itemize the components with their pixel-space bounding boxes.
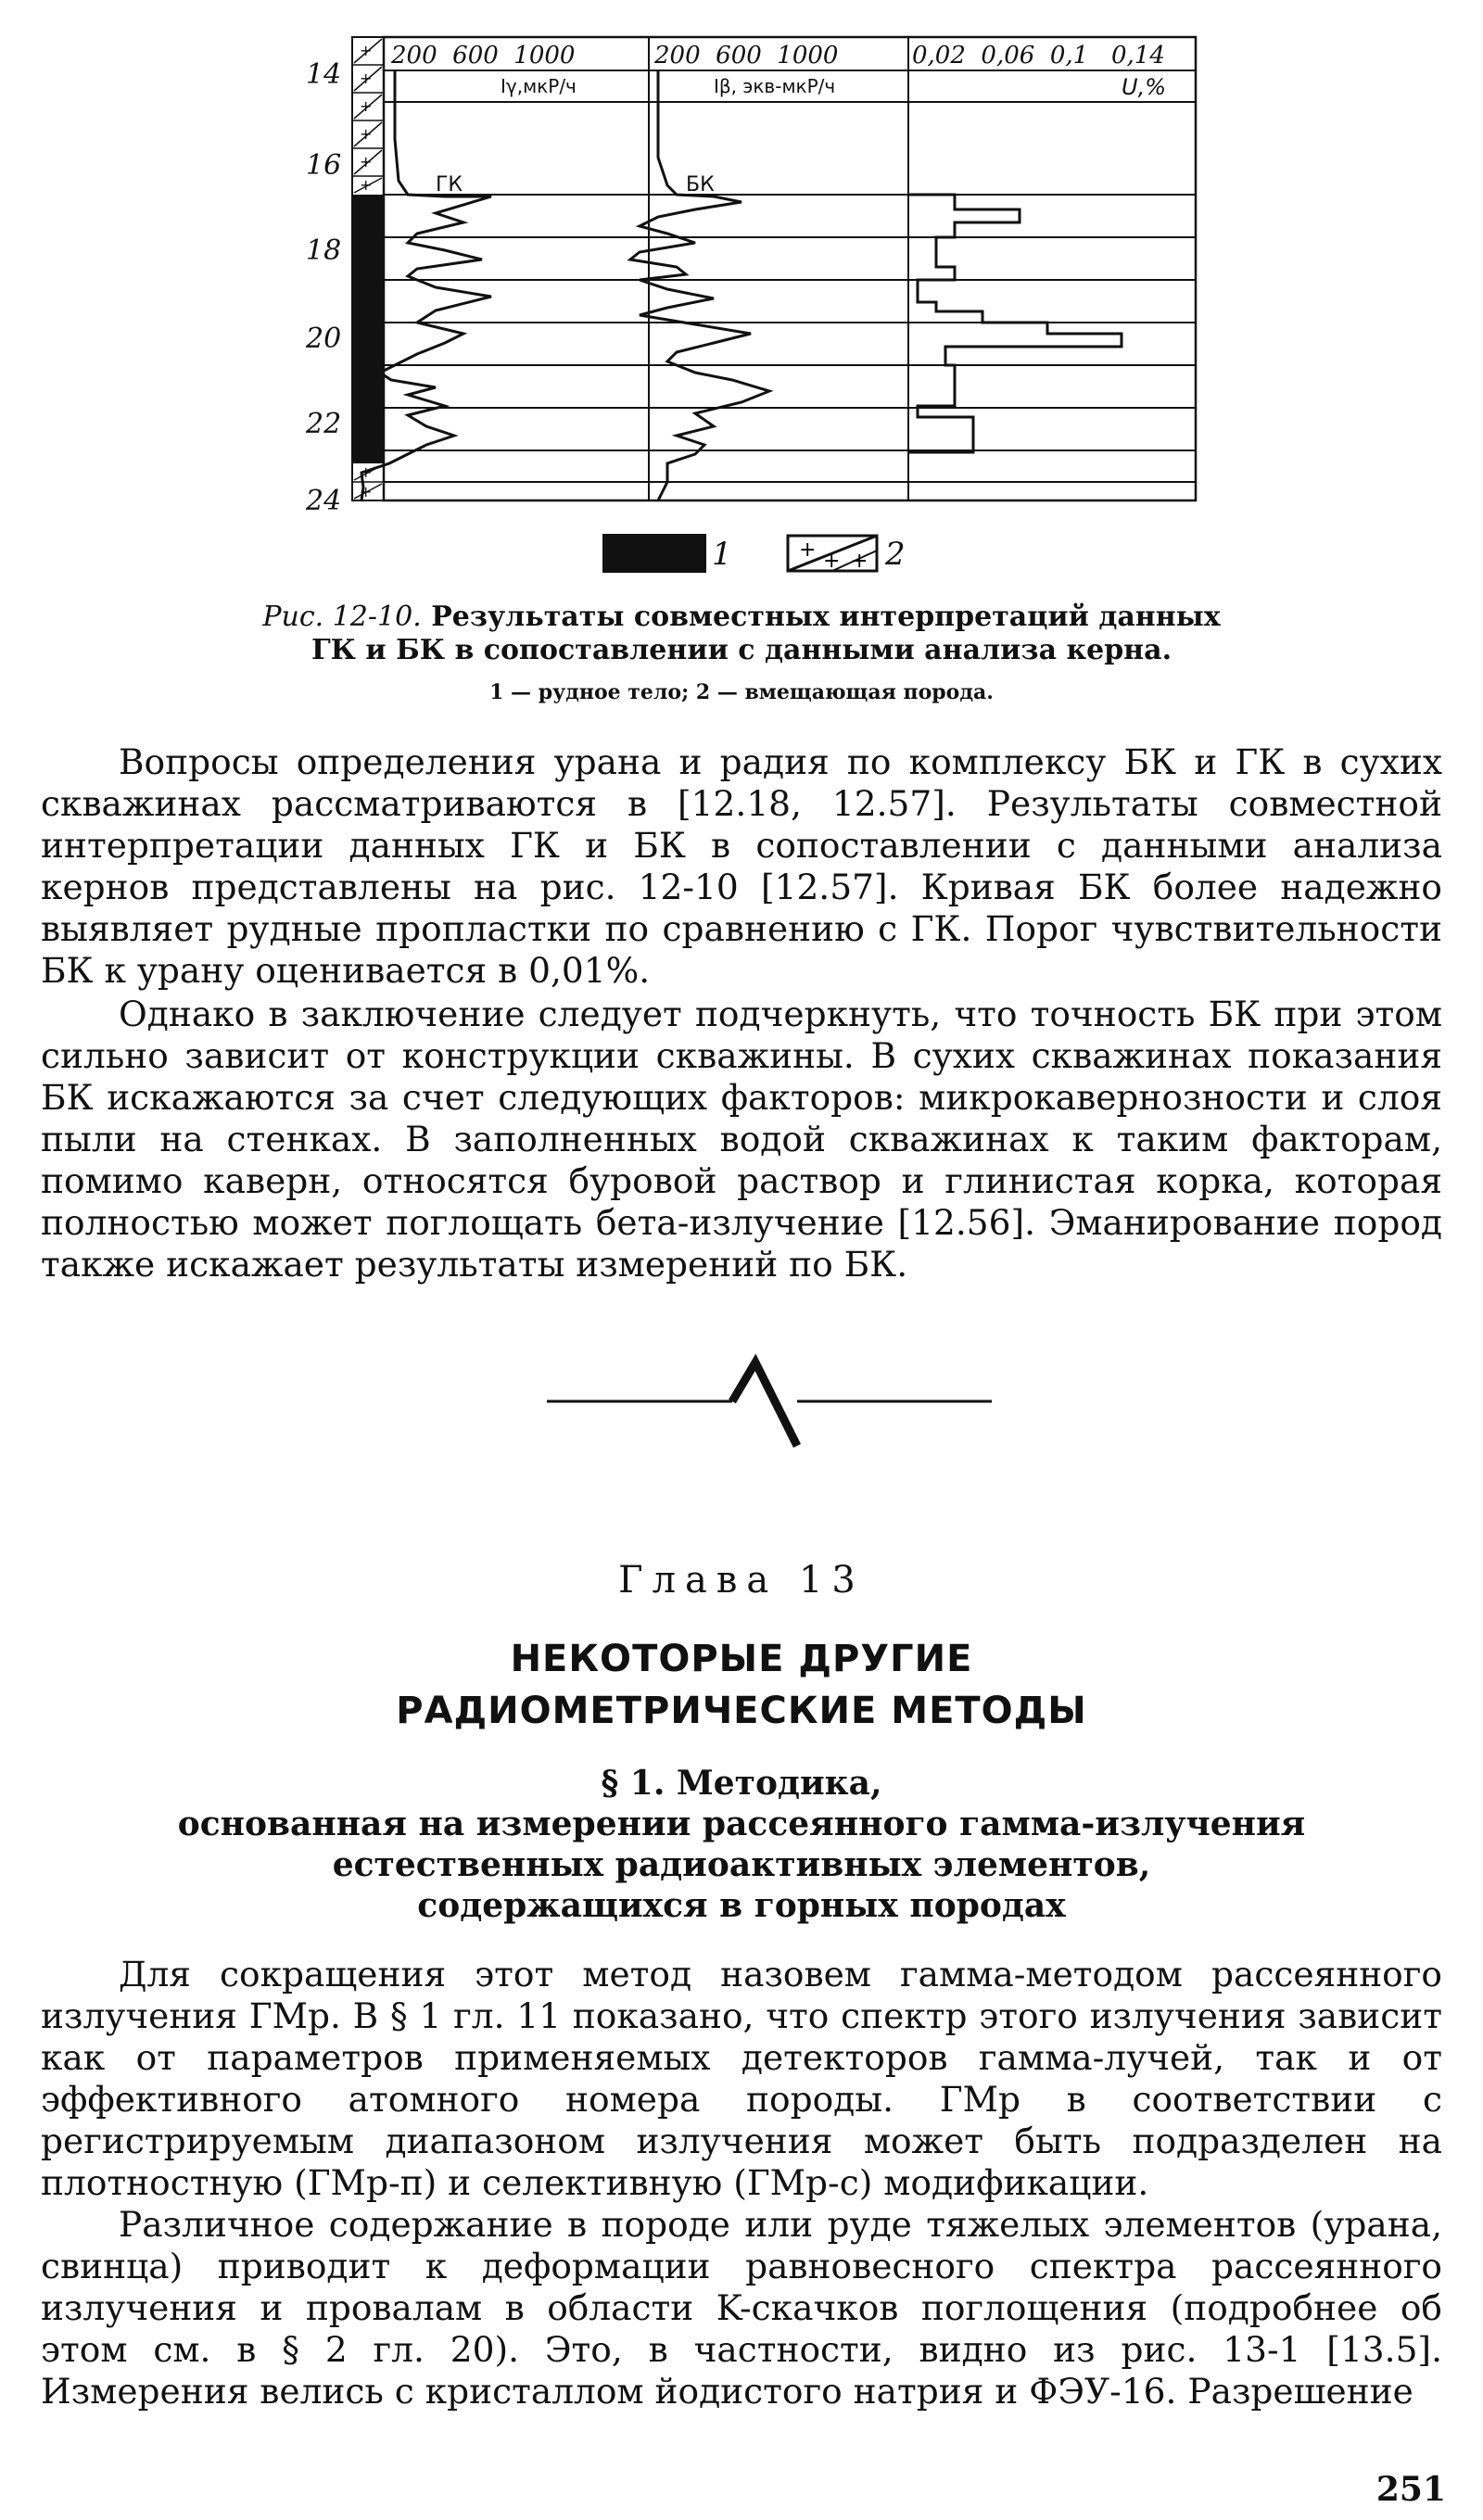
caption-line-2: ГК и БК в сопоставлении с данными анализа керна. [311, 634, 1172, 666]
svg-text:+: + [360, 153, 373, 171]
lithology-column [352, 37, 384, 500]
caption-line-1: Результаты совместных интерпретаций данных [431, 601, 1221, 633]
figure-legend [0, 530, 1483, 576]
figure-caption [167, 601, 1316, 667]
svg-text:+: + [360, 463, 373, 481]
section-title: § 1. Методика, основанная на измерении рассеянного гамма-излучения естественных радиоактивных элементов, содержащихся в горных породах [177, 1764, 1306, 1925]
bk-curve-label: БК [686, 173, 715, 196]
chapter-label: Глава 13 [618, 1559, 865, 1602]
host-rock-swatch [786, 534, 879, 573]
paragraph-4: Различное содержание в породе или руде тяжелых элементов (урана, свинца) приводит к деформации равновесного спектра рассеянного излучения и провалам в области K-скачков поглощения (подробнее об этом см. в § 2 гл. 20). Это, в частности, видно из рис. 13-1 [13.5]. Измерения велись с кристаллом йодистого натрия и ФЭУ-16. Разрешение [41, 2204, 1442, 2412]
depth-label: 16 [306, 149, 342, 182]
depth-label: 22 [306, 408, 342, 440]
svg-text:+: + [799, 538, 817, 562]
svg-text:+: + [851, 550, 868, 573]
gk-axis-label: Iγ,мкР/ч [501, 75, 577, 97]
depth-label: 14 [306, 58, 342, 91]
gk-tick-labels: 200 600 1000 [391, 42, 576, 70]
svg-text:+: + [360, 176, 373, 194]
depth-label: 24 [306, 485, 342, 517]
legend-label-2: 2 [885, 536, 906, 573]
well-log-figure [306, 28, 1214, 519]
svg-text:+: + [823, 550, 841, 573]
svg-text:+: + [360, 125, 373, 143]
chapter-divider-ornament [547, 1353, 992, 1464]
figure-number: Рис. 12-10. [262, 601, 422, 633]
ore-body-swatch [602, 534, 706, 573]
paragraph-1: Вопросы определения урана и радия по комплексу БК и ГК в сухих скважинах рассматриваются в [12.18, 12.57]. Результаты совместной интерпретации данных ГК и БК в сопоставлении с данными анализа кернов представлены на рис. 12-10 [12.57]. Кривая БК более надежно выявляет рудные пропластки по сравнению с ГК. Порог чувствительности БК к урану оценивается в 0,01%. [41, 741, 1442, 991]
bk-axis-label: Iβ, экв-мкР/ч [714, 75, 836, 97]
depth-label: 18 [306, 234, 342, 267]
svg-text:+: + [360, 483, 373, 500]
caption-legend: 1 — рудное тело; 2 — вмещающая порода. [489, 680, 994, 704]
svg-text:+: + [360, 42, 373, 59]
paragraph-3: Для сокращения этот метод назовем гамма-методом рассеянного излучения ГМр. В § 1 гл. 11 показано, что спектр этого излучения зависит как от параметров применяемых детекторов гамма-лучей, так и от эффективного атомного номера породы. ГМр в соответствии с регистрируемым диапазоном излучения может быть подразделен на плотностную (ГМр-п) и селективную (ГМр-с) модификации. Различное содержание в породе или руде тяжелых элементов (урана, свинца) приводит к деформации равновесного спектра рассеянного излучения и провалам в области K-скачков поглощения (подробнее об этом см. в § 2 гл. 20). Это, в частности, видно из рис. 13-1 [13.5]. Измерения велись с кристаллом йодистого натрия и ФЭУ-16. Разрешение [41, 1954, 1442, 2412]
paragraph-2: Однако в заключение следует подчеркнуть, что точность БК при этом сильно зависит от конструкции скважины. В сухих скважинах показания БК искажаются за счет следующих факторов: микрокавернозности и слоя пыли на стенках. В заполненных водой скважинах к таким факторам, помимо каверн, относятся буровой раствор и глинистая корка, которая полностью может поглощать бета-излучение [12.56]. Эманирование пород также искажает результаты измерений по БК. [41, 994, 1442, 1285]
u-tick-labels: 0,02 0,06 0,1 0,14 [912, 42, 1165, 70]
depth-label: 20 [306, 323, 342, 355]
legend-label-1: 1 [712, 536, 732, 573]
u-axis-label: U,% [1122, 74, 1166, 100]
bk-tick-labels: 200 600 1000 [654, 42, 839, 70]
gk-curve-label: ГК [436, 173, 463, 196]
svg-text:+: + [360, 97, 373, 115]
chapter-title: НЕКОТОРЫЕ ДРУГИЕ РАДИОМЕТРИЧЕСКИЕ МЕТОДЫ [396, 1638, 1087, 1732]
page-number: 251 [1375, 2470, 1446, 2509]
svg-text:+: + [360, 70, 373, 87]
